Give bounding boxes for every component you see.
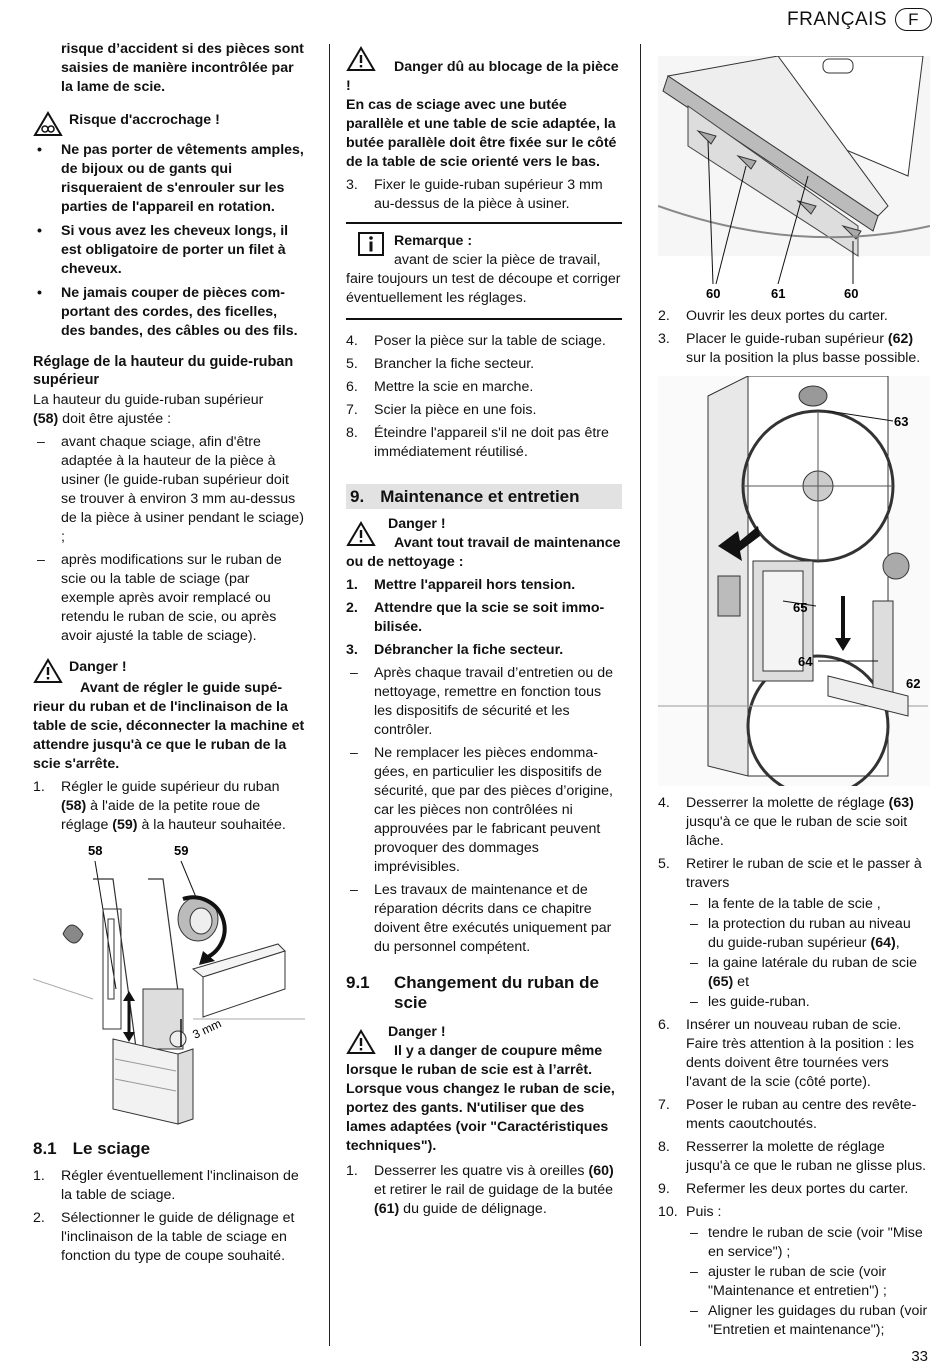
danger-text: Avant de régler le guide supérieur du ruban et de l'inclinaison de la table de scie, déconnecter la machine et attendre jusqu'à ce que le ruban de la scie s'arrête.	[33, 680, 305, 772]
bullet-item: • Ne pas porter de vêtements amples, de bijoux ou de gants qui risqueraient de s'enrouler sur les parties de l'appareil en rotation.	[33, 141, 305, 217]
sub-item: – Aligner les guidages du ruban (voir "Entretien et maintenance");	[688, 1302, 930, 1340]
step-item: 1. Mettre l'appareil hors tension.	[346, 577, 576, 593]
step-item: 3. Débrancher la fiche secteur.	[346, 642, 564, 658]
divider	[346, 222, 622, 224]
bullet-item: • Ne jamais couper de pièces comportant des cordes, des ficelles, des bandes, des câbles ou des fils.	[33, 284, 305, 341]
danger-warning-icon	[346, 1029, 376, 1055]
sub-item: – ajuster le ruban de scie (voir "Maintenance et entretien") ;	[688, 1263, 930, 1301]
column-divider	[640, 44, 641, 1346]
hang-warning-title: Risque d'accrochage !	[69, 112, 220, 128]
step-item: 9. Refermer les deux portes du carter.	[658, 1181, 909, 1197]
dash-item: – Après chaque travail d’entretien ou de nettoyage, remettre en fonction tous les dispositifs de sécurité et les contrôler.	[346, 664, 622, 740]
figure-label: 61	[771, 286, 786, 301]
blade-danger	[346, 1023, 622, 1156]
sub-list	[658, 1224, 930, 1340]
maintenance-danger	[346, 515, 622, 572]
column-3	[658, 40, 930, 1341]
divider	[346, 318, 622, 320]
column-divider	[329, 44, 330, 1346]
upper-guide-figure	[33, 839, 305, 1129]
step-item: 3. Fixer le guide-ruban supérieur 3 mm au-dessus de la pièce à usiner.	[346, 177, 603, 212]
figure-label: 63	[894, 414, 909, 429]
band-saw-open-figure	[658, 376, 930, 786]
intro-warning-text: risque d’accident si des pièces sont saisies de manière incontrôlée par la lame de scie.	[61, 41, 304, 95]
step-item: 6. Insérer un nouveau ruban de scie. Faire très attention à la position : les dents doivent être tournées vers l'avant de la scie (côté porte).	[658, 1017, 914, 1090]
hang-warning	[33, 111, 305, 137]
figure-label: 62	[906, 676, 921, 691]
dash-item: – Les travaux de maintenance et de réparation décrits dans ce chapitre doivent être exécutés uniquement par du personnel compétent.	[346, 881, 622, 957]
step-item: 3. Placer le guide-ruban supérieur (62) sur la position la plus basse possible.	[658, 331, 921, 366]
entanglement-warning-icon	[33, 111, 63, 137]
column-1	[33, 40, 305, 1270]
sub-item: – la gaine latérale du ruban de scie (65) et	[688, 954, 930, 992]
step-item: 1. Régler le guide supérieur du ruban (58) à l'aide de la petite roue de réglage (59) à la hauteur souhaitée.	[33, 779, 286, 833]
dash-item: – après modifications sur le ruban de scie ou la table de sciage (par exemple après avoir remplacé ou retendu le ruban de scie, ou après avoir ajusté la table de sciage).	[33, 551, 305, 646]
language-code-badge: F	[895, 8, 932, 31]
note-block	[346, 232, 622, 308]
step-item: 2. Sélectionner le guide de délignage et l'inclinaison de la table de sciage en fonction du type de coupe souhaité.	[33, 1210, 295, 1264]
step-item: 5. Retirer le ruban de scie et le passer à travers	[658, 856, 922, 891]
info-icon	[358, 232, 384, 256]
dash-item: – avant chaque sciage, afin d'être adaptée à la hauteur de la pièce à usiner (le guide-ruban supérieur doit se trouver à environ 3 mm au-dessus de la pièce à usiner pendant le sciage) ;	[33, 433, 305, 547]
danger-text: Avant tout travail de maintenance ou de nettoyage :	[346, 535, 621, 570]
fence-rail-figure	[658, 56, 930, 301]
figure-label: 60	[706, 286, 721, 301]
step-item: 8. Éteindre l'appareil s'il ne doit pas être immédiatement réutilisé.	[346, 425, 609, 460]
figure-label: 58	[88, 843, 103, 858]
step-item: 7. Scier la pièce en une fois.	[346, 402, 537, 418]
danger-block	[33, 658, 305, 774]
sub-item: – tendre le ruban de scie (voir "Mise en service") ;	[688, 1224, 930, 1262]
figure-label: 60	[844, 286, 859, 301]
sub-item: – les guide-ruban.	[688, 993, 930, 1012]
sub-item: – la fente de la table de scie ,	[688, 895, 930, 914]
danger-text: Il y a danger de coupure même lorsque le ruban de scie est à l’arrêt. Lorsque vous changez le ruban de scie, portez des gants. N'utiliser que des lames adaptées (voir "Caractéristiques techniques").	[346, 1043, 615, 1154]
danger-warning-icon	[346, 521, 376, 547]
step-item: 5. Brancher la fiche secteur.	[346, 356, 535, 372]
step-item: 4. Poser la pièce sur la table de sciage.	[346, 333, 606, 349]
step-item: 1. Desserrer les quatre vis à oreilles (60) et retirer le rail de guidage de la butée (61) du guide de délignage.	[346, 1163, 614, 1217]
step-item: 2. Attendre que la scie se soit immobilisée.	[346, 600, 605, 635]
sub-list	[658, 895, 930, 1012]
step-item: 10. Puis :	[658, 1204, 722, 1220]
blocking-text: En cas de sciage avec une butée parallèle et une table de scie adaptée, la butée parallèle doit être fixée sur le côté de la table de scie orienté vers le bas.	[346, 97, 617, 170]
note-text: avant de scier la pièce de travail, faire toujours un test de découpe et corriger éventuellement les réglages.	[346, 252, 621, 306]
step-item: 1. Régler éventuellement l'inclinaison de la table de sciage.	[33, 1168, 299, 1203]
figure-dimension-label: 3 mm	[190, 1016, 224, 1042]
danger-title: Danger !	[388, 516, 446, 532]
dash-item: – Ne remplacer les pièces endommagées, en particulier les dispositifs de sécurité, que par des pièces d’origine, car les pièces non contrôlées ni approuvées par le fabricant peuvent provoquer des dommages imprévisibles.	[346, 744, 622, 877]
language-label: FRANÇAIS	[787, 9, 888, 30]
step-item: 8. Resserrer la molette de réglage jusqu'à ce que le ruban ne glisse plus.	[658, 1139, 927, 1174]
language-header	[787, 8, 932, 31]
blocking-title: Danger dû au blocage de la pièce !	[346, 59, 619, 94]
page-number: 33	[911, 1348, 928, 1365]
figure-label: 64	[798, 654, 813, 669]
danger-warning-icon	[346, 46, 376, 72]
danger-title: Danger !	[388, 1024, 446, 1040]
step-item: 2. Ouvrir les deux portes du carter.	[658, 308, 888, 324]
height-intro: La hauteur du guide-ruban supérieur (58) doit être ajustée :	[33, 392, 264, 427]
note-title: Remarque :	[394, 233, 473, 249]
column-2	[346, 40, 622, 1223]
danger-title: Danger !	[69, 659, 127, 675]
height-heading: Réglage de la hauteur du guide-ruban supérieur	[33, 354, 294, 388]
section-9-heading: 9. Maintenance et entretien	[346, 484, 622, 509]
section-8-1-heading: 8.1 Le sciage	[33, 1139, 151, 1158]
figure-label: 59	[174, 843, 189, 858]
figure-label: 65	[793, 600, 808, 615]
sub-item: – la protection du ruban au niveau du guide-ruban supérieur (64),	[688, 915, 930, 953]
step-item: 4. Desserrer la molette de réglage (63) jusqu'à ce que le ruban de scie soit lâche.	[658, 795, 914, 849]
step-item: 7. Poser le ruban au centre des revêtements caoutchoutés.	[658, 1097, 917, 1132]
step-item: 6. Mettre la scie en marche.	[346, 379, 534, 395]
bullet-item: • Si vous avez les cheveux longs, il est obligatoire de porter un filet à cheveux.	[33, 222, 305, 279]
danger-warning-icon	[33, 658, 63, 684]
section-9-1-heading: 9.1 Changement du ruban de scie	[346, 973, 599, 1012]
